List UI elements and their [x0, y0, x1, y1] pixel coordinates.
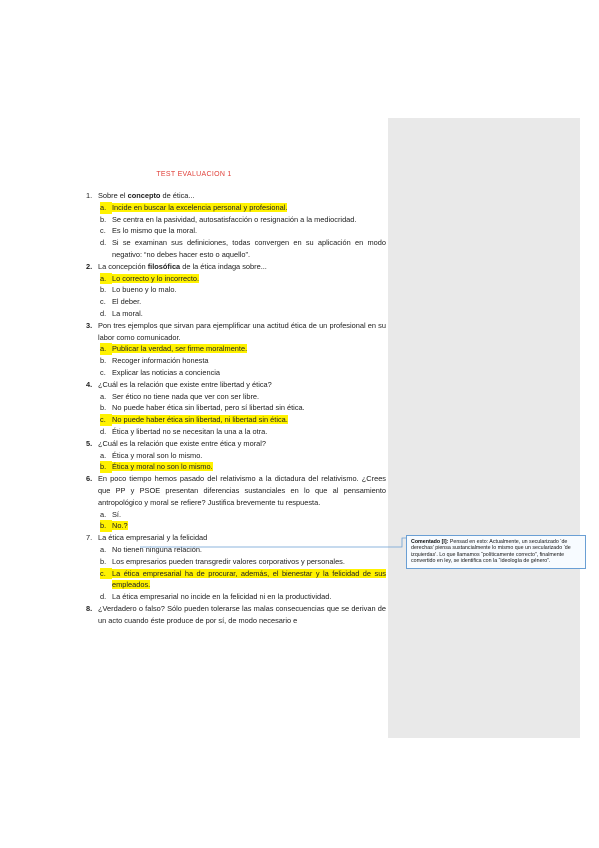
option-letter: c. [100, 414, 112, 426]
answer-option [86, 284, 386, 296]
question-number: 2. [86, 261, 93, 271]
highlighted-answer: La ética empresarial ha de procurar, además, el bienestar y la felicidad de sus empleados. [112, 568, 386, 590]
question-text [98, 261, 386, 273]
option-letter: a. [100, 343, 112, 355]
answer-option [86, 402, 386, 414]
option-letter: c. [100, 568, 112, 580]
answer-option [86, 520, 386, 532]
question-text: ¿Cuál es la relación que existe entre ética y moral? [98, 438, 267, 448]
highlighted-answer: No.? [112, 521, 128, 531]
highlighted-answer: No puede haber ética sin libertad, ni libertad sin ética. [112, 415, 288, 425]
answer-option [86, 343, 386, 355]
option-letter: b. [100, 520, 112, 532]
option-text: Se centra en la pasividad, autosatisfacción o resignación a la mediocridad. [112, 214, 357, 224]
option-letter: d. [100, 238, 107, 248]
answer-option [86, 568, 386, 592]
answer-option [86, 355, 386, 367]
comment-box[interactable] [406, 535, 586, 569]
option-letter: b. [100, 556, 107, 566]
comment-text: Pensad en esto: Actualmente, un secularizado ‘de derechas’ piensa sustancialmente lo mismo que un secularizado ‘de izquierdas’. Lo que llamamos “políticamente correcto”, finalmente convertido en ley, se identifica con la “ideología de género”. [411, 539, 571, 565]
option-letter: c. [100, 226, 106, 236]
question-text-after: de ética... [160, 191, 195, 200]
option-letter: d. [100, 592, 107, 602]
option-letter: c. [100, 297, 106, 307]
comment-label: Comentado [I]: [411, 539, 449, 545]
option-letter: a. [100, 273, 112, 285]
option-letter: a. [100, 544, 107, 554]
question-text-bold: filosófica [147, 261, 181, 271]
question-6 [86, 473, 386, 508]
option-text: Ser ético no tiene nada que ver con ser libre. [112, 391, 260, 401]
question-text [98, 190, 386, 202]
question-text: Pon tres ejemplos que sirvan para ejemplificar una actitud ética de un profesional en su labor como comunicador. [98, 320, 386, 342]
question-text: ¿Cuál es la relación que existe entre libertad y ética? [98, 379, 272, 389]
answer-option [86, 202, 386, 214]
option-letter: d. [100, 426, 107, 436]
answer-option [86, 544, 386, 556]
question-text: En poco tiempo hemos pasado del relativismo a la dictadura del relativismo. ¿Crees que PP y PSOE presentan diferencias sustanciales en lo que al pensamiento antropológico y moral se refiere? Justifica brevemente tu respuesta. [98, 474, 386, 507]
answer-option [86, 237, 386, 261]
answer-option [86, 414, 386, 426]
question-number: 6. [86, 474, 93, 484]
option-text: El deber. [112, 297, 142, 307]
option-text: No tienen ninguna relación. [112, 544, 202, 554]
question-8 [86, 603, 386, 627]
answer-option [86, 391, 386, 403]
answer-option [86, 214, 386, 226]
answer-option [86, 225, 386, 237]
answer-option [86, 509, 386, 521]
option-letter: a. [100, 391, 107, 401]
question-5 [86, 438, 386, 450]
option-text: Es lo mismo que la moral. [112, 226, 198, 236]
question-text: La ética empresarial y la felicidad [98, 533, 208, 543]
question-number: 1. [86, 191, 93, 200]
answer-option [86, 556, 386, 568]
option-letter: c. [100, 367, 106, 377]
option-text: La ética empresarial no incide en la felicidad ni en la productividad. [112, 592, 332, 602]
option-text: Recoger información honesta [112, 356, 209, 366]
document-body [86, 190, 386, 626]
question-text-bold: concepto [127, 191, 161, 200]
highlighted-answer: Lo correcto y lo incorrecto. [112, 273, 200, 283]
question-text-after: de la ética indaga sobre... [180, 261, 267, 271]
option-text: Ética y moral son lo mismo. [112, 450, 203, 460]
question-2 [86, 261, 386, 273]
option-text: Sí. [112, 509, 122, 519]
answer-option [86, 450, 386, 462]
question-4 [86, 379, 386, 391]
option-text: Explicar las noticias a conciencia [112, 367, 221, 377]
answer-option [86, 296, 386, 308]
question-number: 7. [86, 533, 93, 543]
option-letter: b. [100, 461, 112, 473]
option-text: No puede haber ética sin libertad, pero sí libertad sin ética. [112, 403, 305, 413]
highlighted-answer: Ética y moral no son lo mismo. [112, 462, 213, 472]
option-letter: b. [100, 403, 107, 413]
option-letter: d. [100, 308, 107, 318]
question-number: 4. [86, 379, 93, 389]
option-text: Los empresarios pueden transgredir valores corporativos y personales. [112, 556, 345, 566]
question-number: 3. [86, 320, 93, 330]
option-letter: b. [100, 356, 107, 366]
answer-option [86, 426, 386, 438]
answer-option [86, 273, 386, 285]
option-letter: a. [100, 202, 112, 214]
answer-option [86, 308, 386, 320]
highlighted-answer: Publicar la verdad, ser firme moralmente. [112, 344, 248, 354]
question-text: ¿Verdadero o falso? Sólo pueden tolerarse las malas consecuencias que se derivan de un acto cuando éste produce de por sí, de modo necesario e [98, 603, 386, 625]
option-letter: a. [100, 450, 107, 460]
highlighted-answer: Incide en buscar la excelencia personal y profesional. [112, 202, 288, 212]
question-text-before: Sobre el [98, 191, 128, 200]
question-number: 5. [86, 438, 93, 448]
document-title: TEST EVALUACION 1 [156, 171, 232, 178]
answer-option [86, 461, 386, 473]
question-number: 8. [86, 603, 93, 613]
comment-margin-pane [388, 118, 580, 738]
option-text: Si se examinan sus definiciones, todas convergen en su aplicación en modo negativo: “no debes hacer esto o aquello”. [112, 238, 386, 259]
question-7 [86, 532, 386, 544]
question-1 [86, 190, 386, 202]
option-text: Ética y libertad no se necesitan la una a la otra. [112, 426, 268, 436]
question-3 [86, 320, 386, 344]
option-letter: a. [100, 509, 107, 519]
answer-option [86, 367, 386, 379]
option-letter: b. [100, 285, 107, 295]
answer-option [86, 591, 386, 603]
option-text: Lo bueno y lo malo. [112, 285, 177, 295]
option-letter: b. [100, 214, 107, 224]
question-text-before: La concepción [98, 261, 148, 271]
option-text: La moral. [112, 308, 143, 318]
